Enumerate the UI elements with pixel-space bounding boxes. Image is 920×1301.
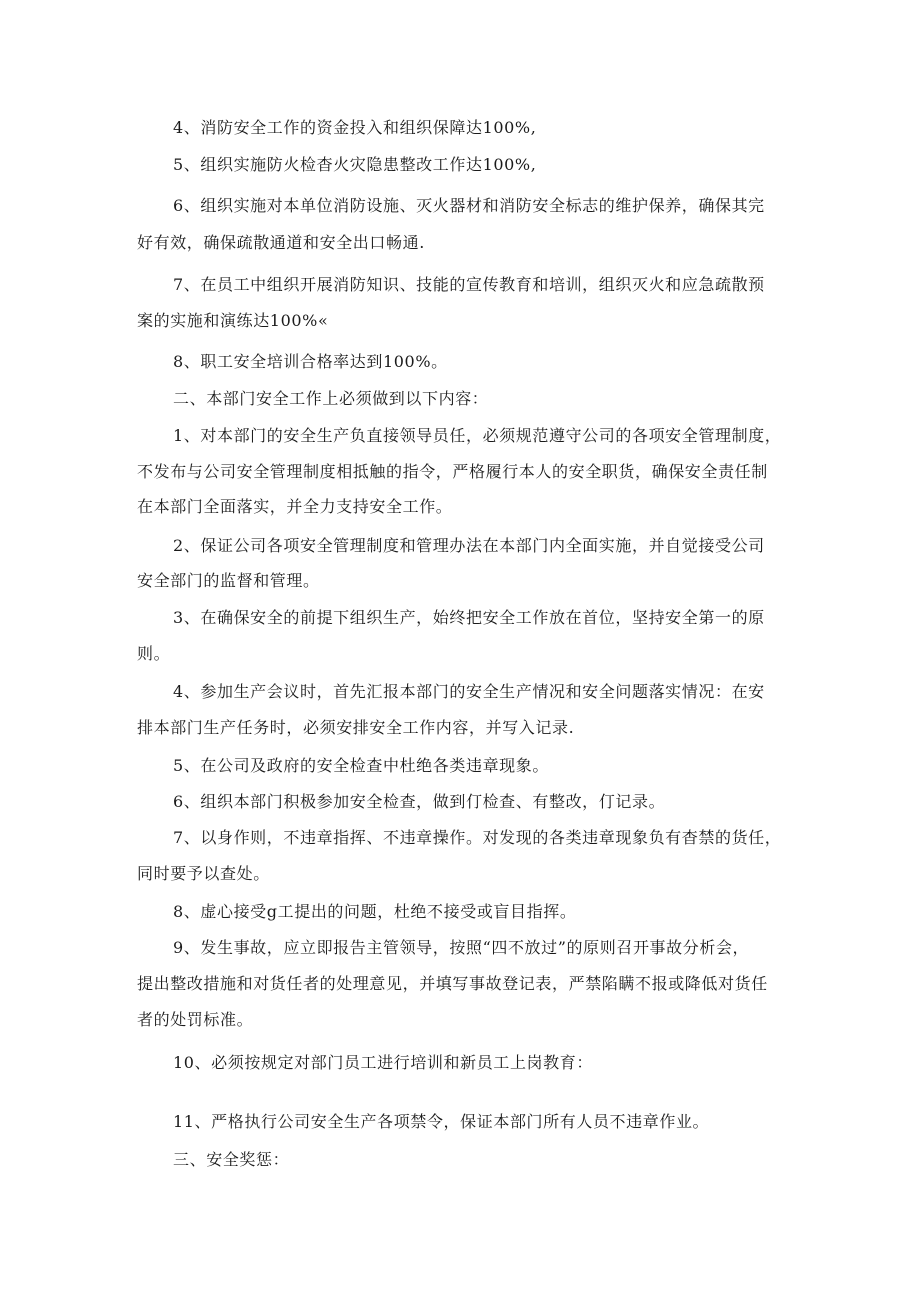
text-line: 排本部门生产任务时，必须安排安全工作内容，并写入记录. xyxy=(137,718,575,737)
text-line: 7、以身作则，不违章指挥、不违章操作。对发现的各类违章现象负有杳禁的货任， xyxy=(173,828,782,847)
text-line: 5、在公司及政府的安全检查中杜绝各类违章现象。 xyxy=(173,756,549,775)
text-line: 同时要予以查处。 xyxy=(137,864,270,883)
text-line: 8、职工安全培训合格率达到100%。 xyxy=(173,352,448,371)
text-line: 提出整改措施和对货任者的处理意见，并填写事故登记表，严禁陷瞒不报或降低对货任 xyxy=(137,974,768,993)
text-line: 者的处罚标准。 xyxy=(137,1010,254,1029)
text-line: 4、消防安全工作的资金投入和组织保障达100%, xyxy=(173,118,537,137)
text-line: 11、严格执行公司安全生产各项禁令，保证本部门所有人员不违章作业。 xyxy=(173,1112,710,1131)
text-line: 2、保证公司各项安全管理制度和管理办法在本部门内全面实施，并自觉接受公司 xyxy=(173,536,765,555)
text-line: 9、发生事故，应立即报告主管领导，按照“四不放过”的原则召开事故分析会， xyxy=(173,938,750,957)
text-line: 6、组织实施对本单位消防设施、灭火器材和消防安全标志的维护保养，确保其完 xyxy=(173,196,765,215)
section-heading: 二、本部门安全工作上必须做到以下内容： xyxy=(173,389,489,408)
text-line: 不发布与公司安全管理制度相抵触的指令，严格履行本人的安全职货，确保安全责任制 xyxy=(137,462,768,481)
text-line: 则。 xyxy=(137,644,171,663)
text-line: 1、对本部门的安全生产负直接领导员任，必须规范遵守公司的各项安全管理制度， xyxy=(173,426,782,445)
text-line: 7、在员工中组织开展消防知识、技能的宣传教育和培训，组织灭火和应急疏散预 xyxy=(173,275,765,294)
text-line: 4、参加生产会议时，首先汇报本部门的安全生产情况和安全问题落实情况：在安 xyxy=(173,682,765,701)
text-line: 3、在确保安全的前提下组织生产，始终把安全工作放在首位，坚持安全第一的原 xyxy=(173,608,765,627)
text-line: 好有效，确保疏散通道和安全出口畅通. xyxy=(137,233,425,252)
text-line: 5、组织实施防火检杳火灾隐患整改工作达100%, xyxy=(173,155,537,174)
text-line: 安全部门的监督和管理。 xyxy=(137,571,320,590)
text-line: 8、虚心接受g工提出的问题，杜绝不接受或盲目指挥。 xyxy=(173,902,577,921)
text-line: 10、必须按规定对部门员工进行培训和新员工上岗教育： xyxy=(173,1053,593,1072)
text-line: 6、组织本部门积极参加安全检查，做到仃检查、有整改，仃记录。 xyxy=(173,792,666,811)
text-line: 在本部门全面落实，并全力支持安全工作。 xyxy=(137,497,453,516)
section-heading: 三、安全奖惩： xyxy=(173,1150,290,1169)
text-line: 案的实施和演练达100%« xyxy=(137,311,329,330)
